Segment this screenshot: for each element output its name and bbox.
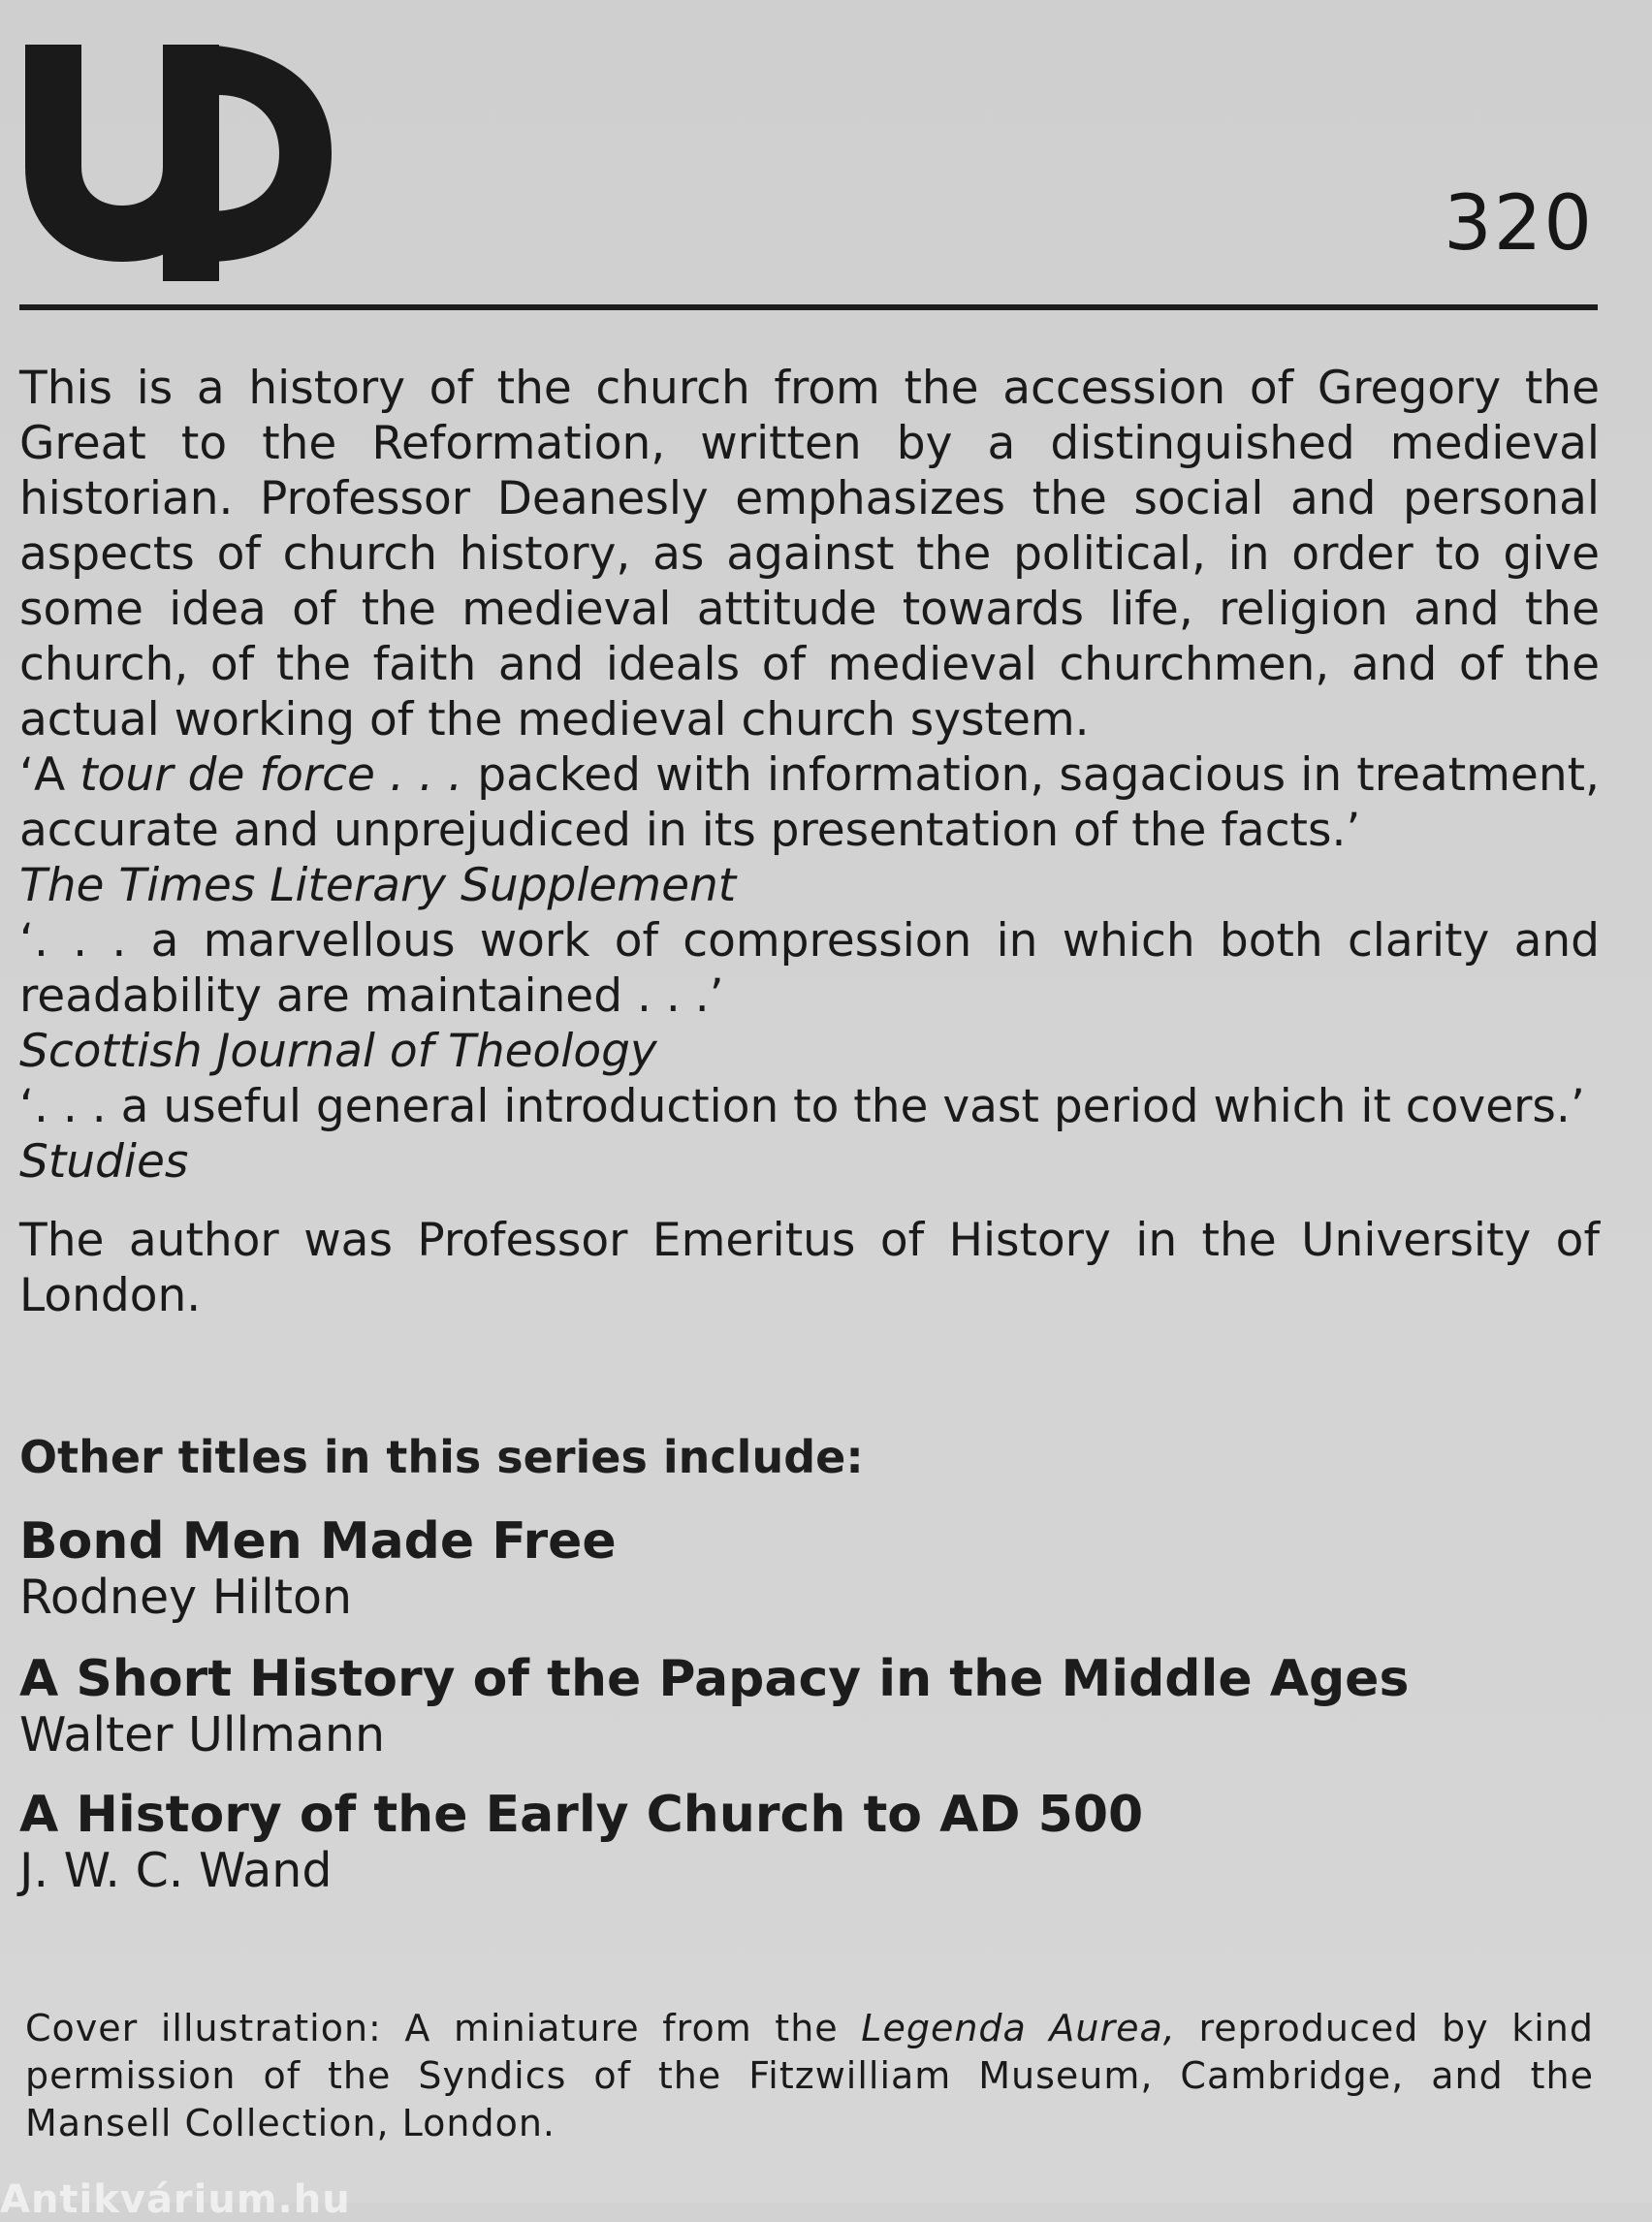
review-source: Studies	[19, 1135, 189, 1189]
description: This is a history of the church from the accession of Gregory the Great to the Reformation, written by a distinguished medieval historian. Professor Deanesly emphasizes the social and personal aspects of church history, as against the political, in order to give some idea of the medieval attitude towards life, religion and the church, of the faith and ideals of medieval churchmen, and of the actual working of the medieval church system.	[19, 362, 1600, 746]
review-quote: ‘A tour de force . . . packed with information, sagacious in treatment, accurate and unprejudiced in its presentation of the facts.’	[19, 748, 1600, 857]
series-title-item	[19, 1786, 1143, 1898]
blurb	[19, 361, 1600, 1323]
watermark: Antikvárium.hu	[0, 2177, 351, 2222]
review-source: Scottish Journal of Theology	[19, 1025, 657, 1078]
series-number: 320	[1444, 180, 1594, 268]
book-author: Rodney Hilton	[19, 1570, 353, 1625]
cover-credit: Cover illustration: A miniature from the Legenda Aurea, reproduced by kind permission of the Syndics of the Fitzwilliam Museum, Cambridge, and the Mansell Collection, London.	[25, 2007, 1594, 2144]
review-quote: ‘. . . a marvellous work of compression in which both clarity and readability are maintained . . .’	[19, 914, 1600, 1023]
review-source: The Times Literary Supplement	[19, 859, 737, 912]
series-heading: Other titles in this series include:	[19, 1431, 864, 1483]
review-quote: ‘. . . a useful general introduction to the vast period which it covers.’	[19, 1080, 1585, 1133]
publisher-logo	[25, 21, 335, 281]
series-title-item	[19, 1512, 617, 1625]
book-author: J. W. C. Wand	[19, 1843, 333, 1898]
book-title: A History of the Early Church to AD 500	[19, 1786, 1144, 1844]
author-note: The author was Professor Emeritus of History in the University of London.	[19, 1214, 1600, 1322]
series-title-item	[19, 1650, 1409, 1762]
header-rule	[19, 304, 1598, 310]
book-title: Bond Men Made Free	[19, 1512, 617, 1571]
book-author: Walter Ullmann	[19, 1707, 385, 1762]
book-title: A Short History of the Papacy in the Middle Ages	[19, 1650, 1410, 1708]
